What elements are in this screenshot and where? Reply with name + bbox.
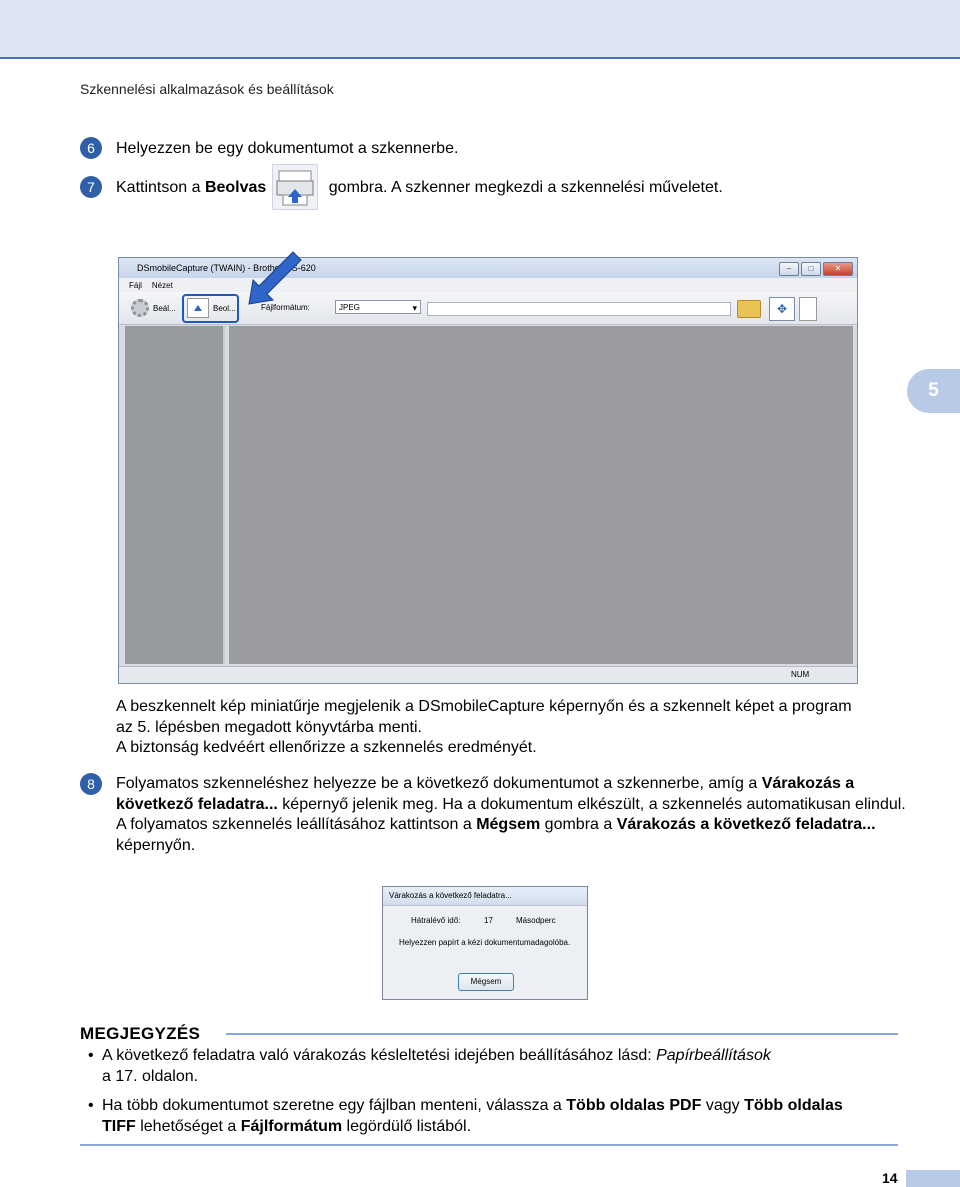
maximize-button[interactable]: □: [801, 262, 821, 276]
scan-button[interactable]: [187, 297, 236, 319]
page-band: [906, 1170, 960, 1187]
bullet-dot: •: [88, 1097, 94, 1114]
settings-button[interactable]: [131, 297, 176, 319]
step-6-number: 6: [80, 137, 102, 159]
note-b2-bold-pdf: Több oldalas PDF: [566, 1097, 702, 1114]
settings-label: Beál...: [153, 303, 176, 313]
remaining-time-unit: Másodperc: [516, 916, 556, 925]
status-bar: [119, 666, 857, 683]
window-title-bar: [119, 258, 857, 278]
step-7-number: 7: [80, 176, 102, 198]
pointer-arrow-icon: [243, 250, 303, 310]
waiting-dialog: [382, 886, 588, 1000]
page-icon[interactable]: [799, 297, 817, 321]
step-8-paragraph-1: [116, 774, 906, 815]
step-8-paragraph-2: [116, 815, 906, 856]
menu-bar: [119, 278, 857, 292]
cancel-button[interactable]: Mégsem: [458, 973, 514, 991]
after-scan-text: [116, 697, 906, 759]
step-7-post: gombra. A szkenner megkezdi a szkennelési műveletet.: [324, 178, 723, 196]
step-8-p2-a: A folyamatos szkennelés leállításához kattintson a: [116, 816, 477, 834]
step-6: [80, 138, 458, 159]
toolbar: [119, 292, 857, 325]
gear-icon: [131, 299, 149, 317]
note-divider-top: [226, 1033, 898, 1035]
top-band: [0, 0, 960, 59]
chapter-tab: 5: [907, 369, 960, 413]
format-select[interactable]: [335, 300, 421, 314]
step-8-p2-bold-cancel: Mégsem: [476, 816, 541, 834]
step-8-p2-c: gombra a: [540, 816, 617, 834]
note-b2-bold-tiff: Több oldalas TIFF: [102, 1097, 843, 1135]
note-b1-page: a 17. oldalon.: [102, 1067, 199, 1085]
step-8-p1-a: Folyamatos szkenneléshez helyezze be a következő dokumentumot a szkennerbe, amíg a: [116, 775, 762, 792]
note-b2-g: legördülő listából.: [342, 1117, 472, 1135]
step-8-number: 8: [80, 773, 102, 795]
format-value: JPEG: [339, 303, 360, 312]
menu-view[interactable]: Nézet: [151, 280, 173, 290]
section-header: Szkennelési alkalmazások és beállítások: [80, 81, 334, 97]
scanner-icon: [187, 298, 209, 318]
remaining-time-value: 17: [484, 916, 493, 925]
step-7: [80, 164, 723, 210]
dialog-message: Helyezzen papírt a kézi dokumentumadagolóba.: [399, 938, 571, 947]
step-8-p1-c: képernyő jelenik meg. Ha a dokumentum elkészült, a szkennelés automatikusan elindul.: [277, 795, 906, 813]
window-title: DSmobileCapture (TWAIN) - Brother DS-620: [137, 263, 316, 273]
note-b2-e: lehetőséget a: [135, 1117, 241, 1135]
minimize-button[interactable]: –: [779, 262, 799, 276]
step-6-text: Helyezzen be egy dokumentumot a szkennerbe.: [116, 140, 459, 157]
app-window: [118, 257, 858, 684]
note-b2-c: vagy: [701, 1097, 745, 1114]
folder-icon[interactable]: [737, 300, 761, 318]
close-button[interactable]: ✕: [823, 262, 853, 276]
path-field[interactable]: [427, 302, 731, 316]
scan-label: Beol...: [213, 303, 236, 313]
after-scan-line-1: A beszkennelt kép miniatűrje megjelenik a DSmobileCapture képernyőn és a szkennelt képet a program: [116, 698, 852, 715]
menu-file[interactable]: Fájl: [129, 280, 142, 290]
dialog-title: Várakozás a következő feladatra...: [383, 887, 587, 906]
note-b2-a: Ha több dokumentumot szeretne egy fájlban menteni, válassza a: [102, 1097, 567, 1114]
note-bullet-1: [88, 1046, 868, 1087]
scan-button-icon: [272, 164, 318, 210]
image-view-pane: [229, 326, 853, 664]
note-b1-italic: Papírbeállítások: [656, 1047, 771, 1064]
note-title: MEGJEGYZÉS: [80, 1024, 201, 1043]
fit-to-window-icon[interactable]: ✥: [769, 297, 795, 321]
thumbnail-pane: [125, 326, 225, 664]
step-8: [80, 774, 116, 795]
step-7-pre: Kattintson a: [116, 178, 205, 196]
page-number: 14: [882, 1170, 898, 1186]
step-8-p1-bold: Várakozás a következő feladatra...: [116, 775, 855, 813]
remaining-time-label: Hátralévő idő:: [411, 916, 461, 925]
note-divider-bottom: [80, 1144, 898, 1146]
after-scan-line-2: az 5. lépésben megadott könyvtárba menti.: [116, 718, 422, 736]
step-7-bold: Beolvas: [204, 178, 267, 196]
after-scan-line-3: A biztonság kedvéért ellenőrizze a szkennelés eredményét.: [116, 739, 537, 757]
note-bullet-2: [88, 1096, 868, 1137]
step-8-p2-e: képernyőn.: [116, 837, 196, 855]
note-b2-bold-format: Fájlformátum: [240, 1117, 343, 1135]
format-label: Fájlformátum:: [261, 303, 310, 312]
bullet-dot: •: [88, 1047, 94, 1064]
step-8-p2-bold-waiting: Várakozás a következő feladatra...: [616, 816, 876, 834]
window-controls: [779, 262, 853, 276]
status-num: NUM: [791, 670, 810, 679]
step-8-text: [116, 774, 906, 857]
note-b1-text: A következő feladatra való várakozás késleltetési idejében beállításához lásd:: [102, 1047, 657, 1064]
